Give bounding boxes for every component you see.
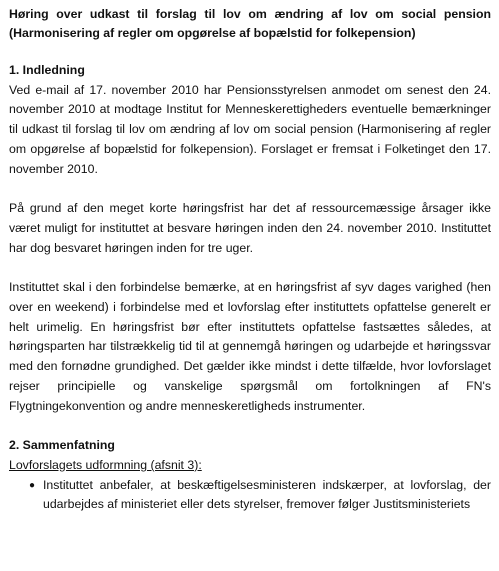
document-page xyxy=(9,5,491,515)
summary-bullet-list xyxy=(9,476,491,515)
section-heading-introduction: 1. Indledning xyxy=(9,63,85,77)
spacer xyxy=(9,43,491,61)
spacer xyxy=(9,416,491,436)
spacer xyxy=(9,258,491,278)
section-heading-summary: 2. Sammenfatning xyxy=(9,438,115,453)
document-title: Høring over udkast til forslag til lov om ændring af lov om social pension (Harmonisering af regler om opgørelse af bopælstid for folkepension) xyxy=(9,7,491,40)
spacer xyxy=(9,179,491,199)
bullet-icon: ● xyxy=(29,479,36,491)
intro-paragraph-3: Instituttet skal i den forbindelse bemærke, at en høringsfrist af syv dages varighed (hen over en weekend) i forbindelse med et lovforslag efter instituttets opfattelse generelt er helt urimelig. En høringsfrist bør efter instituttets opfattelse fastsættes således, at høringsparten har tilstrækkelig tid til at gennemgå høringen og udarbejde et høringssvar med den fornødne grundighed. Det gælder ikke mindst i dette tilfælde, hvor lovforslaget rejser principielle og vanskelige spørgsmål om fortolkningen af FN's Flygtningekonvention og andre menneskeretligheds instrumenter. xyxy=(9,280,491,413)
intro-paragraph-2: På grund af den meget korte høringsfrist har det af ressourcemæssige årsager ikke været muligt for instituttet at besvare høringen inden den 24. november 2010. Instituttet har dog besvaret høringen inden for tre uger. xyxy=(9,201,491,255)
list-item xyxy=(9,476,491,515)
bullet-text: Instituttet anbefaler, at beskæftigelsesministeren indskærper, at lovforslag, der udarbejdes af ministeriet eller dets styrelser, fremover følger Justitsministeriets xyxy=(43,477,491,512)
summary-subheading: Lovforslagets udformning (afsnit 3): xyxy=(9,457,202,472)
intro-paragraph-1: Ved e-mail af 17. november 2010 har Pensionsstyrelsen anmodet om senest den 24. november 2010 at modtage Institut for Menneskerettigheders eventuelle bemærkninger til udkast til forslag til lov om ændring af lov om social pension (Harmonisering af regler om opgørelse af bopælstid for folkepension). Forslaget er fremsat i Folketinget den 17. november 2010. xyxy=(9,82,491,176)
